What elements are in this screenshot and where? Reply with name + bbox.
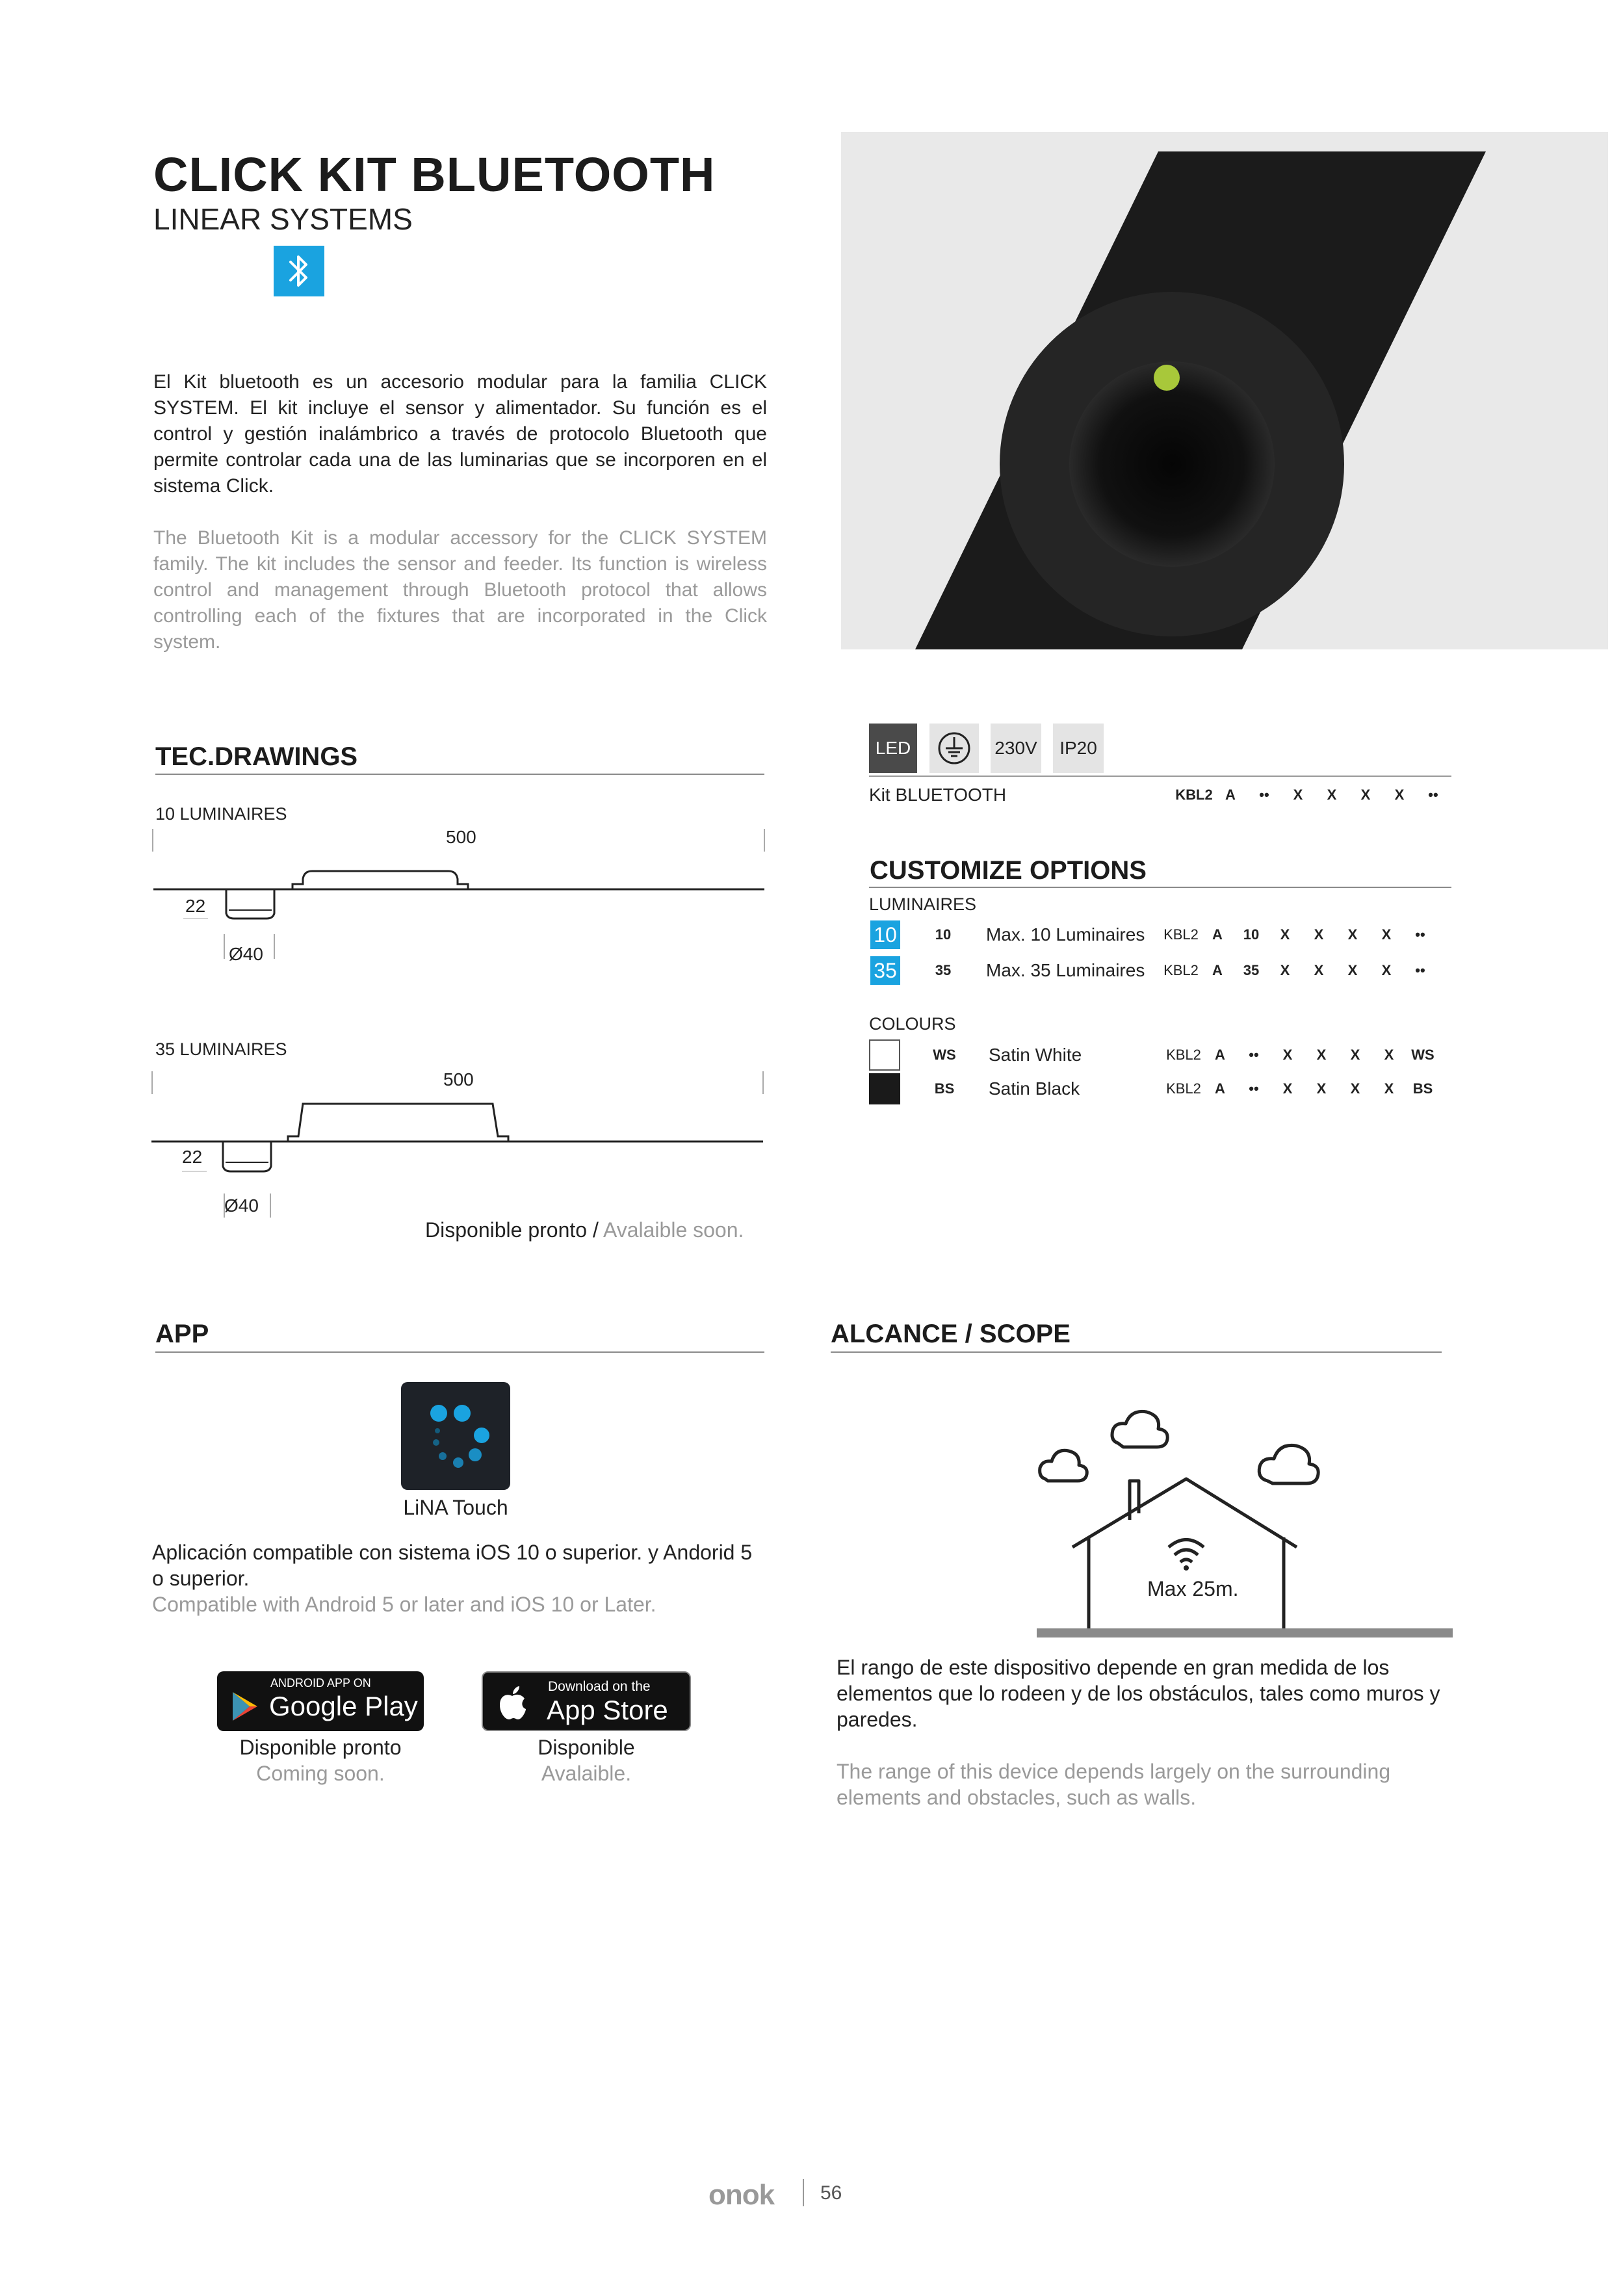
apple-icon (497, 1684, 527, 1721)
dimension-height: 22 (182, 1147, 203, 1167)
divider (831, 1351, 1442, 1353)
product-photo (841, 132, 1608, 649)
app-heading: APP (155, 1320, 209, 1348)
google-play-icon (231, 1691, 259, 1722)
colours-label: COLOURS (869, 1014, 956, 1034)
divider (155, 1351, 764, 1353)
option-code: 35 (935, 962, 952, 978)
colour-swatch-white (869, 1039, 900, 1071)
app-name: LiNA Touch (403, 1496, 508, 1519)
app-compat-en: Compatible with Android 5 or later and iOS 10 or Later. (152, 1593, 656, 1616)
luminaires-label: LUMINAIRES (869, 894, 977, 914)
intro-text-es: El Kit bluetooth es un accesorio modular para la familia CLICK SYSTEM. El kit incluye el sensor y alimentador. Su función es el control y gestión inalámbrico a través de protocolo Bluetooth que permite controlar cada una de las luminarias que se incorporen en el sistema Click. (153, 371, 767, 497)
app-store-small: Download on the (548, 1679, 651, 1694)
app-store-status: Disponible (538, 1736, 635, 1759)
technical-drawing-35 (148, 1065, 772, 1221)
divider (869, 887, 1451, 888)
google-play-small: ANDROID APP ON (270, 1676, 371, 1689)
dimension-length: 500 (446, 827, 476, 847)
spec-chip-ip: IP20 (1053, 724, 1104, 773)
option-desc: Max. 10 Luminaires (986, 924, 1145, 945)
google-play-status-en: Coming soon. (256, 1762, 385, 1785)
drawing-label: 10 LUMINAIRES (155, 804, 287, 824)
colour-row[interactable]: BS Satin Black KBL2 A •• X X X X BS (869, 1073, 1440, 1105)
scope-desc-en: The range of this device depends largely on the surrounding elements and obstacles, such as walls. (837, 1760, 1391, 1809)
product-code-row: Kit BLUETOOTH KBL2 A •• X X X X •• (869, 785, 1438, 805)
house-icon (1072, 1479, 1297, 1547)
option-desc: Max. 35 Luminaires (986, 960, 1145, 980)
google-play-label: Google Play (269, 1691, 418, 1721)
intro-text-en: The Bluetooth Kit is a modular accessory for the CLICK SYSTEM family. The kit includes the sensor and feeder. Its function is wireless control and management through Bluetooth protocol that allows controlling each of the fixtures that are incorporated in the Click system. (153, 527, 767, 653)
app-compat-es: Aplicación compatible con sistema iOS 10 o superior. y Andorid 5 o superior. (152, 1541, 753, 1590)
dimension-height: 22 (185, 896, 206, 916)
cloud-icon (1112, 1411, 1167, 1447)
cloud-icon (1259, 1445, 1318, 1483)
technical-drawing-10 (149, 822, 773, 972)
option-row[interactable]: 10 10 Max. 10 Luminaires KBL2 A 10 X X X X •• (870, 920, 1437, 949)
option-code: 10 (935, 926, 952, 943)
product-name: Kit BLUETOOTH (869, 785, 1007, 805)
ground-line (1037, 1628, 1453, 1637)
customize-heading: CUSTOMIZE OPTIONS (870, 856, 1147, 885)
divider (869, 776, 1451, 777)
app-store-label: App Store (547, 1695, 668, 1725)
drawing-label: 35 LUMINAIRES (155, 1039, 287, 1059)
colour-desc: Satin Black (989, 1078, 1080, 1099)
scope-desc-es: El rango de este dispositivo depende en gran medida de los elementos que lo rodeen y de los obstáculos, tales como muros y paredes. (837, 1656, 1440, 1731)
wifi-icon (1169, 1540, 1204, 1571)
option-row[interactable]: 35 35 Max. 35 Luminaires KBL2 A 35 X X X X •• (870, 956, 1437, 985)
google-play-status: Disponible pronto (239, 1736, 402, 1759)
lina-touch-app-icon[interactable] (401, 1382, 510, 1490)
option-badge: 10 (870, 920, 900, 949)
page-number: 56 (820, 2182, 842, 2204)
page-title: CLICK KIT BLUETOOTH (153, 148, 716, 202)
brand-logo: onok (708, 2179, 775, 2211)
page-subtitle: LINEAR SYSTEMS (153, 202, 413, 236)
google-play-button[interactable] (217, 1671, 424, 1731)
spec-chip-voltage: 230V (991, 724, 1041, 773)
divider (155, 774, 764, 775)
app-store-status-en: Avalaible. (541, 1762, 632, 1785)
option-badge: 35 (870, 956, 900, 985)
scope-heading: ALCANCE / SCOPE (831, 1320, 1071, 1348)
availability-note: Disponible pronto / Avalaible soon. (425, 1218, 744, 1242)
colour-row[interactable]: WS Satin White KBL2 A •• X X X X WS (869, 1039, 1440, 1071)
colour-code: WS (933, 1047, 956, 1063)
scope-illustration (1033, 1398, 1456, 1645)
cloud-icon (1040, 1450, 1087, 1481)
tec-drawings-heading: TEC.DRAWINGS (155, 742, 358, 771)
dimension-diameter: Ø40 (229, 944, 263, 964)
footer-divider (803, 2179, 804, 2206)
colour-desc: Satin White (989, 1045, 1082, 1065)
colour-code: BS (934, 1080, 955, 1097)
led-indicator (1154, 365, 1180, 391)
dimension-diameter: Ø40 (224, 1195, 259, 1216)
app-store-button[interactable] (482, 1671, 691, 1731)
colour-swatch-black (869, 1073, 900, 1104)
ground-icon (929, 724, 979, 773)
range-label: Max 25m. (1147, 1577, 1239, 1600)
bluetooth-icon (274, 246, 324, 296)
spec-chip-led: LED (869, 724, 917, 773)
dimension-length: 500 (443, 1069, 474, 1089)
